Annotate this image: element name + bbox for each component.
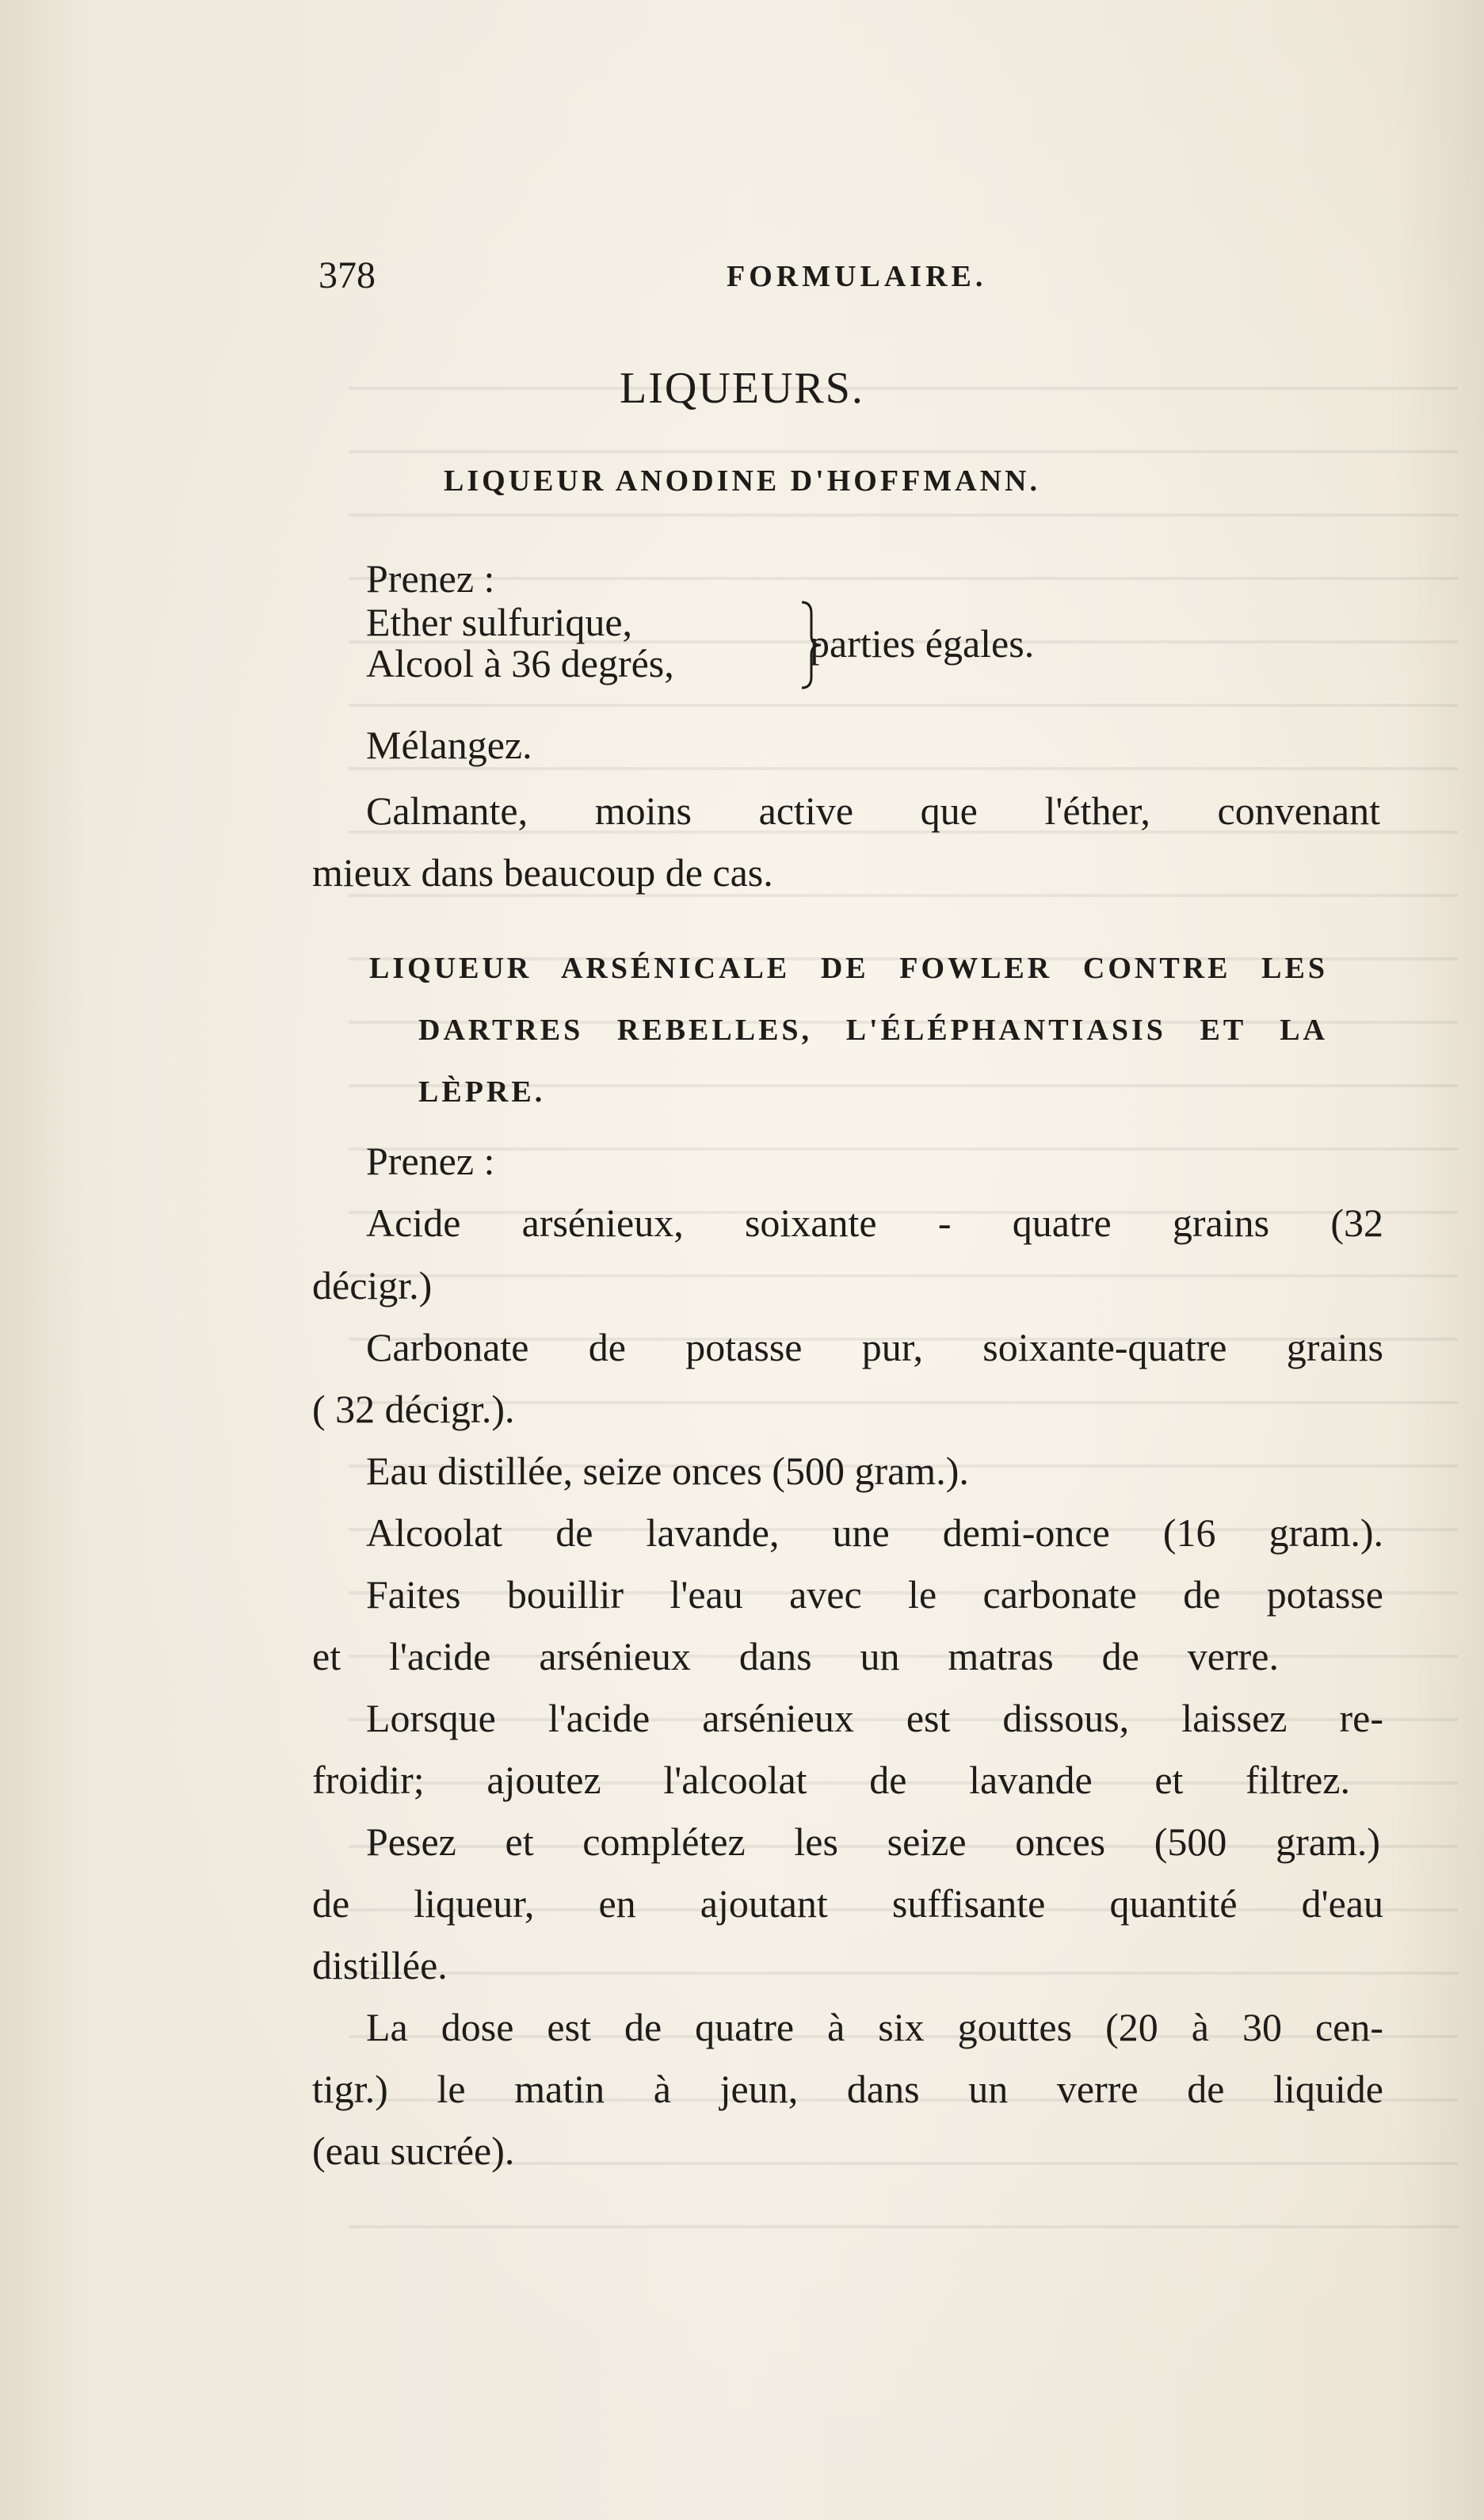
text-line: La dose est de quatre à six gouttes (20 à 30 cen- bbox=[366, 2005, 1383, 2049]
text-line: tigr.) le matin à jeun, dans un verre de liquide bbox=[312, 2067, 1383, 2111]
text-line: (eau sucrée). bbox=[312, 2129, 515, 2173]
prenez-label-1: Prenez : bbox=[366, 556, 495, 601]
text-line: Alcoolat de lavande, une demi-once (16 gram.). bbox=[366, 1510, 1383, 1555]
heading-line-1: LIQUEUR ARSÉNICALE DE FOWLER CONTRE LES bbox=[369, 952, 1328, 985]
text-line: Acide arsénieux, soixante - quatre grains (32 bbox=[366, 1201, 1383, 1245]
text-line: Faites bouillir l'eau avec le carbonate de potasse bbox=[366, 1572, 1383, 1617]
recipe-heading-anodine: LIQUEUR ANODINE D'HOFFMANN. bbox=[444, 464, 1040, 498]
recipe-heading-fowler bbox=[369, 937, 1328, 1123]
melangez-line: Mélangez. bbox=[366, 723, 532, 767]
text-line: ( 32 décigr.). bbox=[312, 1387, 515, 1431]
running-title: FORMULAIRE. bbox=[727, 260, 987, 293]
text-line: distillée. bbox=[312, 1943, 448, 1987]
text-line: Carbonate de potasse pur, soixante-quatre grains bbox=[366, 1325, 1383, 1369]
heading-line-3: LÈPRE. bbox=[418, 1075, 546, 1109]
note-line-2: mieux dans beaucoup de cas. bbox=[312, 850, 773, 895]
ingredient-brace-group bbox=[366, 596, 1238, 707]
text-line: de liqueur, en ajoutant suffisante quantité d'eau bbox=[312, 1881, 1383, 1926]
ingredient-ether: Ether sulfurique, bbox=[366, 600, 633, 644]
text-line: Eau distillée, seize onces (500 gram.). bbox=[366, 1449, 969, 1493]
heading-line-2: DARTRES REBELLES, L'ÉLÉPHANTIASIS ET LA bbox=[418, 1014, 1328, 1047]
note-line-1: Calmante, moins active que l'éther, convenant bbox=[366, 788, 1380, 833]
page-number: 378 bbox=[319, 254, 376, 296]
text-line: Pesez et complétez les seize onces (500 gram.) bbox=[366, 1819, 1380, 1864]
section-title: LIQUEURS. bbox=[620, 364, 864, 413]
ingredient-alcool: Alcool à 36 degrés, bbox=[366, 641, 674, 685]
prenez-label-2: Prenez : bbox=[366, 1139, 495, 1183]
text-line: et l'acide arsénieux dans un matras de verre. bbox=[312, 1634, 1279, 1678]
proportion-label: parties égales. bbox=[810, 621, 1035, 666]
text-line: Lorsque l'acide arsénieux est dissous, laissez re- bbox=[366, 1696, 1383, 1740]
text-line: froidir; ajoutez l'alcoolat de lavande et filtrez. bbox=[312, 1758, 1350, 1802]
text-line: décigr.) bbox=[312, 1263, 433, 1308]
page-header bbox=[319, 252, 1380, 300]
